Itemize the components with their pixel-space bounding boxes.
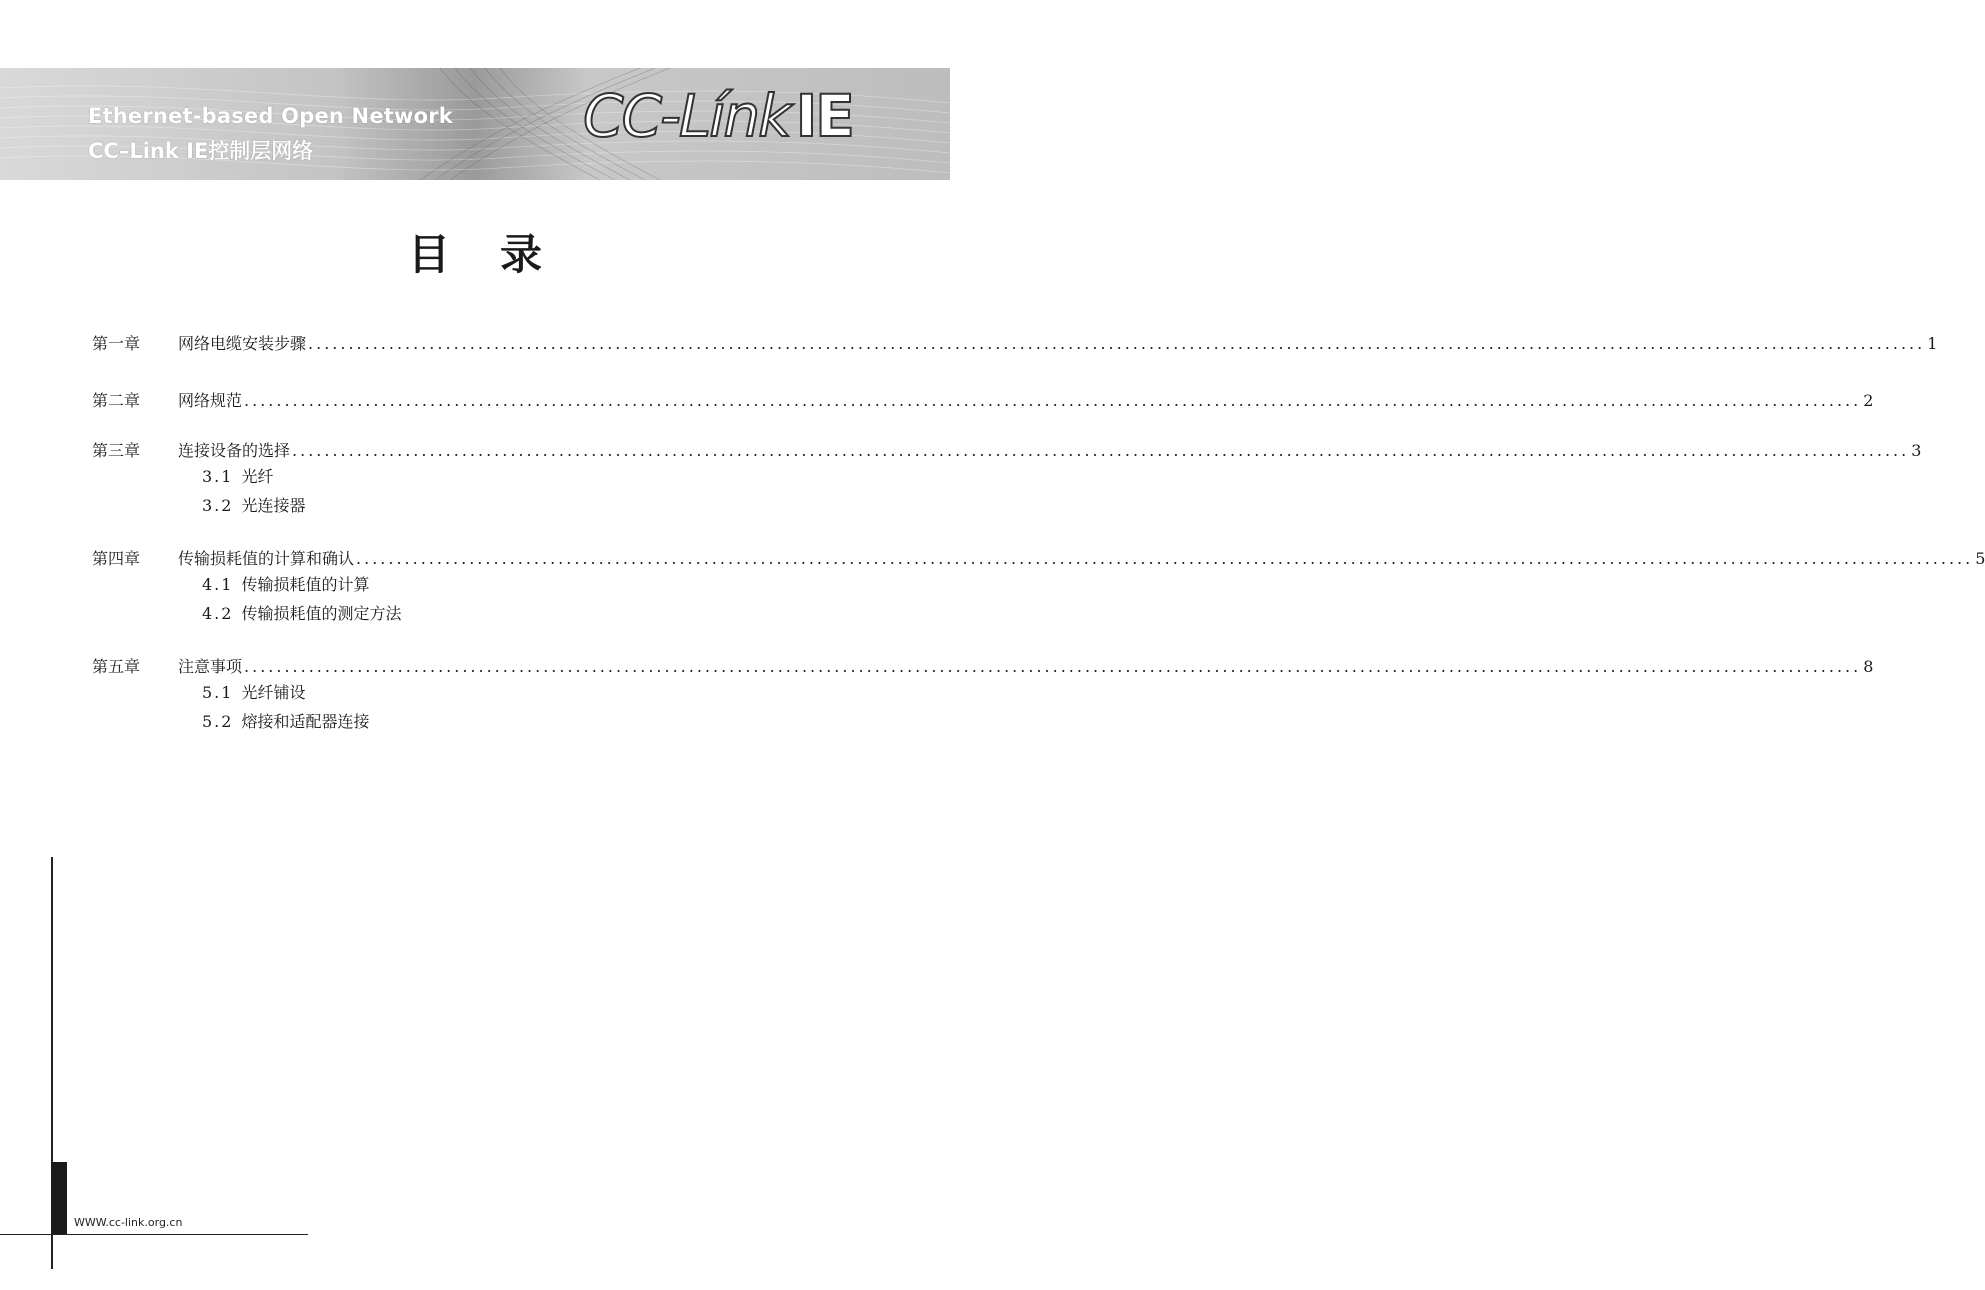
toc-chapter-block	[92, 331, 1938, 355]
section-number: 5.2	[202, 712, 234, 731]
section-title: 光连接器	[241, 496, 306, 515]
toc-chapter-row[interactable]	[92, 388, 1874, 412]
section-number: 3.1	[202, 467, 234, 486]
toc-chapter-row[interactable]	[92, 546, 1985, 570]
dot-leader: ........................................................................................................................................................................................................	[356, 549, 1974, 568]
chapter-title: 网络电缆安装步骤	[178, 334, 307, 353]
chapter-number: 第四章	[92, 549, 141, 568]
dot-leader: ........................................................................................................................................................................................................	[244, 391, 1862, 410]
toc-chapter-block	[92, 438, 1922, 520]
dot-leader: ........................................................................................................................................................................................................	[244, 657, 1862, 676]
header-banner	[0, 68, 950, 180]
logo-main-text: CC-Línk	[583, 82, 790, 150]
toc-section-row[interactable]	[202, 707, 820, 736]
toc-chapter-block	[92, 388, 1874, 412]
chapter-page-number: 8	[1863, 657, 1874, 676]
section-number: 4.1	[202, 575, 234, 594]
cc-link-ie-logo	[583, 82, 853, 150]
chapter-title: 网络规范	[178, 391, 243, 410]
chapter-page-number: 3	[1911, 441, 1922, 460]
dot-leader: ........................................................................................................................................................................................................	[292, 441, 1910, 460]
chapter-title: 连接设备的选择	[178, 441, 291, 460]
section-title: 光纤	[241, 467, 274, 486]
toc-section-row[interactable]	[202, 678, 820, 707]
chapter-number: 第三章	[92, 441, 141, 460]
chapter-page-number: 5	[1975, 549, 1985, 568]
toc-chapter-row[interactable]	[92, 438, 1922, 462]
section-number: 3.2	[202, 496, 234, 515]
toc-chapter-row[interactable]	[92, 331, 1938, 355]
banner-subtitle-cn: CC–Link IE控制层网络	[88, 139, 314, 163]
logo-ie-text: IE	[795, 82, 853, 150]
section-number: 5.1	[202, 683, 234, 702]
chapter-number: 第一章	[92, 334, 141, 353]
side-bar-block	[51, 1162, 67, 1234]
chapter-page-number: 1	[1927, 334, 1938, 353]
toc-chapter-row[interactable]	[92, 654, 1874, 678]
section-title: 传输损耗值的计算	[241, 575, 370, 594]
toc-section-row[interactable]	[202, 462, 820, 491]
table-of-contents	[92, 331, 1985, 736]
footer-rule	[0, 1234, 308, 1235]
chapter-number: 第五章	[92, 657, 141, 676]
chapter-title: 传输损耗值的计算和确认	[178, 549, 355, 568]
toc-section-row[interactable]	[202, 491, 820, 520]
toc-title: 目录	[407, 230, 592, 279]
banner-subtitle-en: Ethernet-based Open Network	[88, 104, 453, 128]
toc-section-row[interactable]	[202, 570, 820, 599]
toc-chapter-block	[92, 546, 1985, 628]
chapter-number: 第二章	[92, 391, 141, 410]
chapter-page-number: 2	[1863, 391, 1874, 410]
section-title: 熔接和适配器连接	[241, 712, 370, 731]
section-title: 传输损耗值的测定方法	[241, 604, 402, 623]
chapter-title: 注意事项	[178, 657, 243, 676]
section-title: 光纤铺设	[241, 683, 306, 702]
toc-section-row[interactable]	[202, 599, 820, 628]
footer-url: WWW.cc-link.org.cn	[74, 1216, 183, 1229]
dot-leader: ........................................................................................................................................................................................................	[308, 334, 1926, 353]
section-number: 4.2	[202, 604, 234, 623]
toc-chapter-block	[92, 654, 1874, 736]
